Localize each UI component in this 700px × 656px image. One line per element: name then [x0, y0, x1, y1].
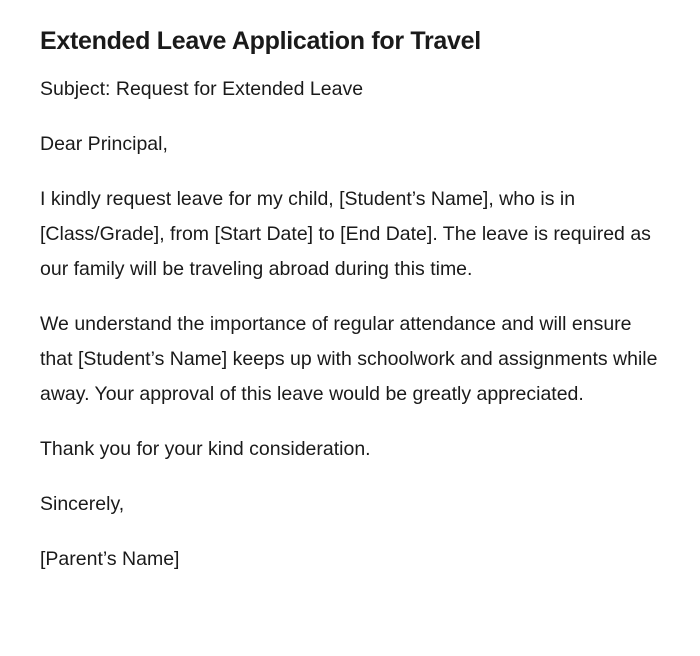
document-title: Extended Leave Application for Travel: [40, 27, 481, 55]
subject-line: Subject: Request for Extended Leave: [40, 78, 364, 100]
salutation: Dear Principal,: [40, 133, 168, 155]
signature: [Parent’s Name]: [40, 548, 180, 570]
body-paragraph: Thank you for your kind consideration.: [40, 438, 371, 460]
body-paragraph: We understand the importance of regular attendance and will ensure that [Student’s Name] keeps up with schoolwork and assignments while away. Your approval of this leave would be greatly appreciated.: [40, 313, 658, 405]
body-paragraph: I kindly request leave for my child, [Student’s Name], who is in [Class/Grade], from [Start Date] to [End Date]. The leave is required as our family will be traveling abroad during this time.: [40, 188, 651, 280]
closing: Sincerely,: [40, 493, 125, 515]
